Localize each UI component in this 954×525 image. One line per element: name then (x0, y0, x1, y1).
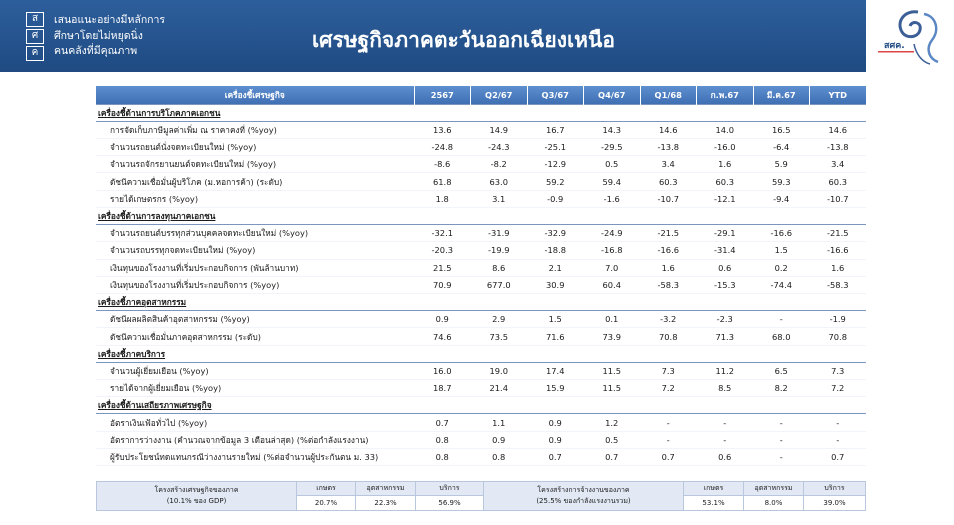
indicator-value: 677.0 (471, 276, 528, 293)
indicator-value: 0.9 (527, 431, 584, 448)
indicator-value: 0.1 (584, 311, 641, 328)
indicator-value: - (697, 431, 754, 448)
indicator-value: 30.9 (527, 276, 584, 293)
indicator-label: รายได้เกษตรกร (%yoy) (96, 190, 414, 207)
indicator-label: จำนวนรถจักรยานยนต์จดทะเบียนใหม่ (%yoy) (96, 156, 414, 173)
indicator-value: 0.9 (527, 414, 584, 431)
indicator-value: 7.2 (640, 380, 697, 397)
indicator-value: 59.3 (753, 173, 810, 190)
indicator-value: 59.2 (527, 173, 584, 190)
indicator-value: - (753, 311, 810, 328)
indicator-value: 60.3 (640, 173, 697, 190)
indicator-value: 70.8 (810, 328, 867, 345)
indicator-label: เงินทุนของโรงงานที่เริ่มประกอบกิจการ (พันล้านบาท) (96, 259, 414, 276)
indicator-value: -25.1 (527, 138, 584, 155)
indicator-value: 1.6 (640, 259, 697, 276)
brand-logo (866, 4, 954, 70)
indicator-value: 1.6 (697, 156, 754, 173)
indicator-value: 3.4 (810, 156, 867, 173)
indicator-value: 0.7 (810, 448, 867, 465)
group-title: เครื่องชี้ด้านการลงทุนภาคเอกชน (96, 207, 866, 224)
group-title: เครื่องชี้ภาคบริการ (96, 345, 866, 362)
table-row (96, 242, 866, 259)
indicator-value: 63.0 (471, 173, 528, 190)
indicator-value: 0.8 (414, 448, 471, 465)
gdp-agriculture-header: เกษตร (297, 482, 355, 496)
indicator-value: -24.3 (471, 138, 528, 155)
indicator-value: 0.9 (471, 431, 528, 448)
column-header-period: YTD (810, 86, 867, 104)
indicator-value: 0.7 (640, 448, 697, 465)
indicator-value: 17.4 (527, 362, 584, 379)
indicator-value: 3.1 (471, 190, 528, 207)
indicator-value: 7.3 (810, 362, 867, 379)
indicator-value: - (753, 431, 810, 448)
indicator-value: 61.8 (414, 173, 471, 190)
indicator-value: 0.9 (414, 311, 471, 328)
indicator-label: ดัชนีความเชื่อมั่นผู้บริโภค (ม.หอการค้า) (ระดับ) (96, 173, 414, 190)
table-row (96, 190, 866, 207)
indicator-value: -18.8 (527, 242, 584, 259)
indicator-value: - (810, 431, 867, 448)
indicator-value: -16.8 (584, 242, 641, 259)
gdp-industry-value: 22.3% (374, 499, 397, 507)
indicator-value: 5.9 (753, 156, 810, 173)
table-group-row (96, 104, 866, 121)
indicator-value: 13.6 (414, 121, 471, 138)
indicator-value: -19.9 (471, 242, 528, 259)
indicator-value: -13.8 (640, 138, 697, 155)
indicator-value: 1.6 (810, 259, 867, 276)
gdp-agriculture-value: 20.7% (314, 499, 338, 507)
indicator-value: -24.9 (584, 224, 641, 241)
agency-motto (54, 13, 165, 60)
indicator-value: -16.0 (697, 138, 754, 155)
indicator-value: 0.8 (414, 431, 471, 448)
indicator-value: 6.5 (753, 362, 810, 379)
table-row (96, 224, 866, 241)
indicator-label: จำนวนรถบรรทุกจดทะเบียนใหม่ (%yoy) (96, 242, 414, 259)
indicator-value: -3.2 (640, 311, 697, 328)
indicator-value: -24.8 (414, 138, 471, 155)
indicator-value: 14.6 (810, 121, 867, 138)
table-group-row (96, 397, 866, 414)
labor-services-value: 39.0% (823, 499, 846, 507)
table-row (96, 276, 866, 293)
indicator-value: -8.6 (414, 156, 471, 173)
indicator-value: 8.5 (697, 380, 754, 397)
table-row (96, 414, 866, 431)
indicator-value: 21.5 (414, 259, 471, 276)
column-header-indicator: เครื่องชี้เศรษฐกิจ (96, 86, 414, 104)
labor-industry-value: 8.0% (764, 499, 783, 507)
indicator-value: 14.0 (697, 121, 754, 138)
indicator-value: -29.1 (697, 224, 754, 241)
labor-structure-label (484, 482, 684, 510)
table-row (96, 328, 866, 345)
indicator-value: -13.8 (810, 138, 867, 155)
table-group-row (96, 207, 866, 224)
gdp-agriculture (297, 482, 356, 510)
agency-logo (26, 12, 44, 62)
indicator-value: -1.6 (584, 190, 641, 207)
column-header-period: Q1/68 (640, 86, 697, 104)
gdp-industry-header: อุตสาหกรรม (356, 482, 415, 496)
indicator-value: 1.1 (471, 414, 528, 431)
indicator-label: รายได้จากผู้เยี่ยมเยือน (%yoy) (96, 380, 414, 397)
column-header-period: 2567 (414, 86, 471, 104)
logo-letter: ค (26, 46, 44, 61)
indicator-value: -58.3 (640, 276, 697, 293)
indicator-value: -16.6 (640, 242, 697, 259)
gdp-structure-share: (10.1% ของ GDP) (166, 497, 227, 505)
indicator-value: 0.5 (584, 431, 641, 448)
table-row (96, 259, 866, 276)
indicator-value: -21.5 (640, 224, 697, 241)
indicator-label: จำนวนรถยนต์บรรทุกส่วนบุคคลจดทะเบียนใหม่ (%yoy) (96, 224, 414, 241)
indicator-value: -32.1 (414, 224, 471, 241)
indicator-value: 0.8 (471, 448, 528, 465)
indicator-value: 73.9 (584, 328, 641, 345)
indicator-table (96, 86, 867, 466)
indicator-value: -6.4 (753, 138, 810, 155)
indicator-value: 71.3 (697, 328, 754, 345)
motto-line: คนคลังที่มีคุณภาพ (54, 45, 138, 57)
gdp-structure-title: โครงสร้างเศรษฐกิจของภาค (154, 486, 239, 494)
gdp-services-header: บริการ (416, 482, 483, 496)
indicator-value: 11.5 (584, 380, 641, 397)
indicator-value: 16.5 (753, 121, 810, 138)
table-row (96, 380, 866, 397)
indicator-value: -31.9 (471, 224, 528, 241)
logo-letter: ส (26, 12, 44, 27)
column-header-period: มี.ค.67 (753, 86, 810, 104)
indicator-value: -16.6 (753, 224, 810, 241)
indicator-value: -58.3 (810, 276, 867, 293)
indicator-value: 1.8 (414, 190, 471, 207)
indicator-value: -16.6 (810, 242, 867, 259)
indicator-label: จำนวนผู้เยี่ยมเยือน (%yoy) (96, 362, 414, 379)
indicator-value: 16.7 (527, 121, 584, 138)
brand-text: สศค. (884, 41, 905, 51)
table-row (96, 138, 866, 155)
indicator-value: 0.7 (527, 448, 584, 465)
indicator-value: 7.3 (640, 362, 697, 379)
indicator-label: อัตราเงินเฟ้อทั่วไป (%yoy) (96, 414, 414, 431)
indicator-value: 0.5 (584, 156, 641, 173)
indicator-value: -32.9 (527, 224, 584, 241)
indicator-value: -2.3 (697, 311, 754, 328)
indicator-value: 2.9 (471, 311, 528, 328)
indicator-value: -9.4 (753, 190, 810, 207)
indicator-value: - (640, 414, 697, 431)
labor-industry (744, 482, 804, 510)
indicator-value: 14.6 (640, 121, 697, 138)
indicator-value: -10.7 (640, 190, 697, 207)
indicator-value: -20.3 (414, 242, 471, 259)
indicator-value: 71.6 (527, 328, 584, 345)
indicator-value: -1.9 (810, 311, 867, 328)
indicator-value: 21.4 (471, 380, 528, 397)
labor-agriculture (684, 482, 744, 510)
labor-services (804, 482, 865, 510)
indicator-value: -12.1 (697, 190, 754, 207)
indicator-value: - (753, 414, 810, 431)
indicator-value: 18.7 (414, 380, 471, 397)
column-header-period: Q4/67 (584, 86, 641, 104)
indicator-value: 8.2 (753, 380, 810, 397)
indicator-value: -12.9 (527, 156, 584, 173)
table-row (96, 362, 866, 379)
labor-agriculture-value: 53.1% (702, 499, 725, 507)
indicator-value: 70.9 (414, 276, 471, 293)
indicator-value: 0.7 (414, 414, 471, 431)
indicator-value: 0.6 (697, 259, 754, 276)
indicator-value: -15.3 (697, 276, 754, 293)
table-group-row (96, 294, 866, 311)
indicator-value: 2.1 (527, 259, 584, 276)
indicator-value: 7.0 (584, 259, 641, 276)
table-row (96, 448, 866, 465)
indicator-value: 14.9 (471, 121, 528, 138)
group-title: เครื่องชี้ด้านเสถียรภาพเศรษฐกิจ (96, 397, 866, 414)
indicator-value: 1.2 (584, 414, 641, 431)
labor-agriculture-header: เกษตร (684, 482, 743, 496)
indicator-value: -8.2 (471, 156, 528, 173)
table-row (96, 173, 866, 190)
labor-industry-header: อุตสาหกรรม (744, 482, 803, 496)
motto-line: ศึกษาโดยไม่หยุดนิ่ง (54, 29, 143, 42)
indicator-value: 0.6 (697, 448, 754, 465)
page-title: เศรษฐกิจภาคตะวันออกเฉียงเหนือ (312, 28, 615, 52)
economic-structure-table (96, 481, 866, 511)
indicator-value: -74.4 (753, 276, 810, 293)
table-row (96, 431, 866, 448)
indicator-label: อัตราการว่างงาน (คำนวณจากข้อมูล 3 เดือนล่าสุด) (%ต่อกำลังแรงงาน) (96, 431, 414, 448)
column-header-period: Q2/67 (471, 86, 528, 104)
table-group-row (96, 345, 866, 362)
indicator-label: ผู้รับประโยชน์ทดแทนกรณีว่างงานรายใหม่ (%ต่อจำนวนผู้ประกันตน ม. 33) (96, 448, 414, 465)
indicator-value: 74.6 (414, 328, 471, 345)
indicator-value: -10.7 (810, 190, 867, 207)
table-header-row (96, 86, 866, 104)
indicator-value: 11.5 (584, 362, 641, 379)
labor-structure-share: (25.5% ของกำลังแรงงานรวม) (536, 497, 631, 505)
indicator-value: -31.4 (697, 242, 754, 259)
indicator-value: 59.4 (584, 173, 641, 190)
indicator-value: 7.2 (810, 380, 867, 397)
table-row (96, 121, 866, 138)
indicator-value: 73.5 (471, 328, 528, 345)
indicator-value: - (640, 431, 697, 448)
indicator-value: 1.5 (527, 311, 584, 328)
indicator-value: 1.5 (753, 242, 810, 259)
indicator-value: 0.2 (753, 259, 810, 276)
gdp-structure-label (97, 482, 297, 510)
indicator-label: จำนวนรถยนต์นั่งจดทะเบียนใหม่ (%yoy) (96, 138, 414, 155)
gdp-industry (356, 482, 416, 510)
gdp-services-value: 56.9% (438, 499, 461, 507)
indicator-value: 11.2 (697, 362, 754, 379)
indicator-label: เงินทุนของโรงงานที่เริ่มประกอบกิจการ (%yoy) (96, 276, 414, 293)
indicator-value: 70.8 (640, 328, 697, 345)
indicator-value: - (697, 414, 754, 431)
labor-structure-title: โครงสร้างการจ้างงานของภาค (537, 486, 630, 494)
indicator-value: - (753, 448, 810, 465)
gdp-services (416, 482, 484, 510)
indicator-value: -0.9 (527, 190, 584, 207)
indicator-value: 60.3 (810, 173, 867, 190)
indicator-label: การจัดเก็บภาษีมูลค่าเพิ่ม ณ ราคาคงที่ (%yoy) (96, 121, 414, 138)
indicator-value: 60.3 (697, 173, 754, 190)
indicator-value: 60.4 (584, 276, 641, 293)
indicator-label: ดัชนีความเชื่อมั่นภาคอุตสาหกรรม (ระดับ) (96, 328, 414, 345)
indicator-value: -21.5 (810, 224, 867, 241)
indicator-value: 3.4 (640, 156, 697, 173)
indicator-value: 8.6 (471, 259, 528, 276)
group-title: เครื่องชี้ภาคอุตสาหกรรม (96, 294, 866, 311)
table-row (96, 156, 866, 173)
labor-services-header: บริการ (804, 482, 865, 496)
indicator-value: - (810, 414, 867, 431)
logo-letter: ศ (26, 29, 44, 44)
brand-logo-icon (866, 4, 954, 70)
motto-line: เสนอแนะอย่างมีหลักการ (54, 14, 166, 26)
indicator-value: 19.0 (471, 362, 528, 379)
indicator-value: 15.9 (527, 380, 584, 397)
indicator-value: 0.7 (584, 448, 641, 465)
column-header-period: Q3/67 (527, 86, 584, 104)
table-row (96, 311, 866, 328)
group-title: เครื่องชี้ด้านการบริโภคภาคเอกชน (96, 104, 866, 121)
indicator-label: ดัชนีผลผลิตสินค้าอุตสาหกรรม (%yoy) (96, 311, 414, 328)
indicator-value: 14.3 (584, 121, 641, 138)
column-header-period: ก.พ.67 (697, 86, 754, 104)
indicator-value: 16.0 (414, 362, 471, 379)
indicator-value: 68.0 (753, 328, 810, 345)
header-banner (0, 0, 866, 72)
indicator-value: -29.5 (584, 138, 641, 155)
